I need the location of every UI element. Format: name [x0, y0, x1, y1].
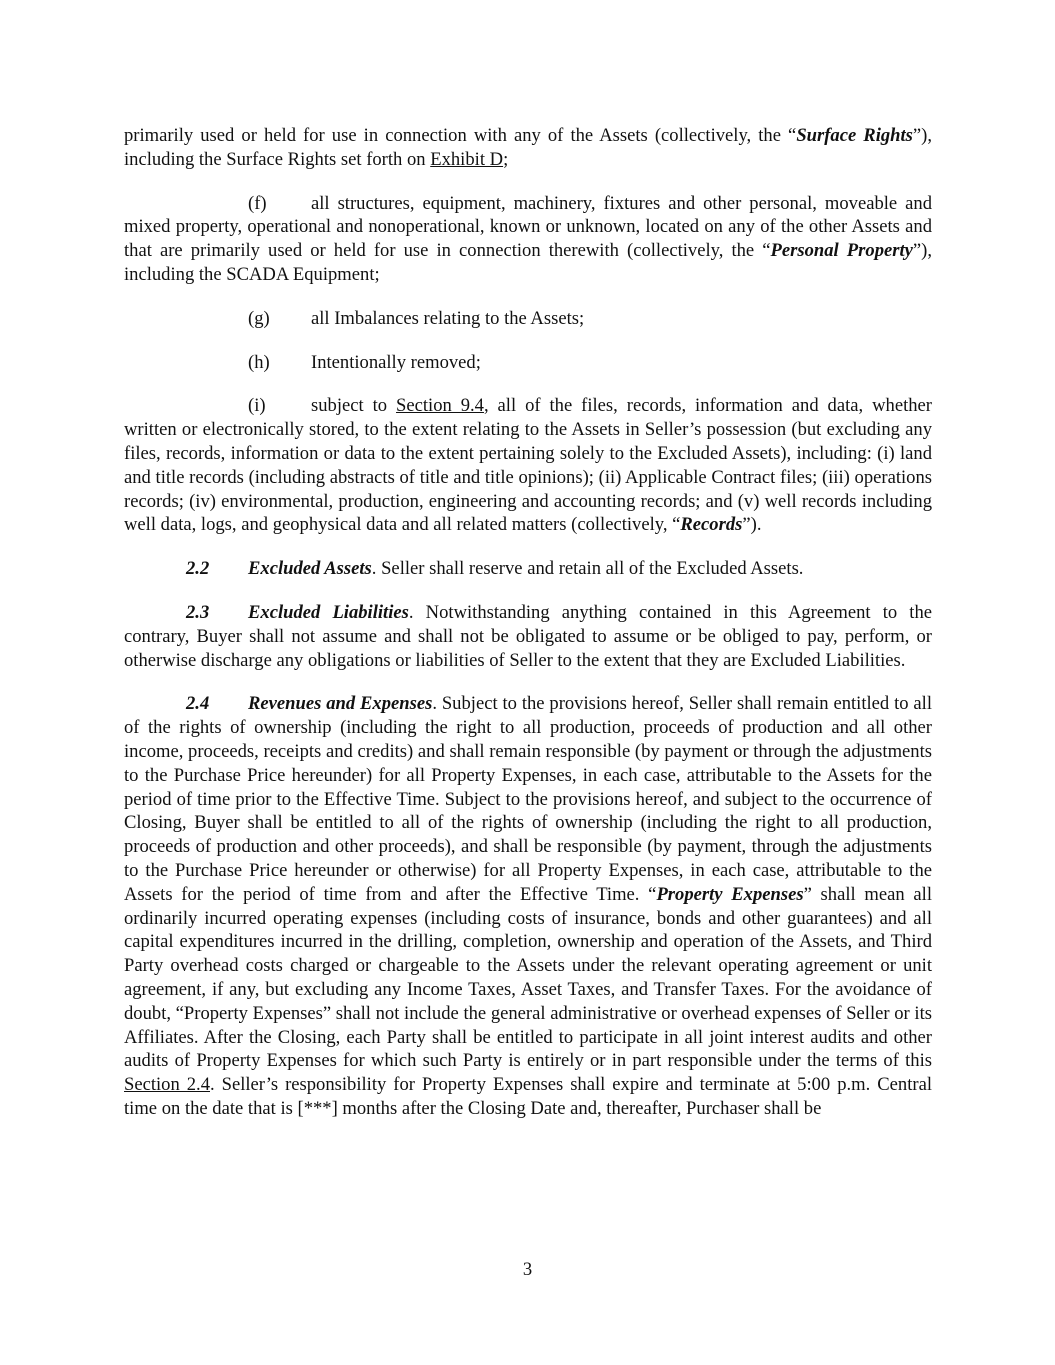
- document-page: [124, 124, 932, 1121]
- surface-rights-paragraph: [124, 124, 932, 172]
- item-number: (g): [248, 307, 270, 329]
- defined-term: Surface Rights: [796, 125, 913, 146]
- text-run: ”).: [742, 514, 762, 536]
- section-heading: Revenues and Expenses: [248, 693, 433, 715]
- defined-term: Personal Property: [770, 240, 913, 262]
- text-run: primarily used or held for use in connection with any of the Assets (collectively, the “: [124, 125, 797, 146]
- exhibit-d-reference[interactable]: Exhibit D: [430, 148, 504, 170]
- item-number: (i): [248, 395, 266, 417]
- section-number: 2.2: [186, 558, 210, 580]
- section-2-4-paragraph: [124, 692, 932, 1120]
- item-h-paragraph: [124, 351, 932, 375]
- section-9-4-reference[interactable]: Section 9.4: [396, 395, 484, 417]
- section-2-4-reference[interactable]: Section 2.4: [124, 1074, 210, 1096]
- text-run: all Imbalances relating to the Assets;: [311, 307, 585, 329]
- item-g-paragraph: [124, 307, 932, 331]
- section-heading: Excluded Liabilities: [248, 601, 409, 623]
- item-f-paragraph: [124, 192, 932, 287]
- text-run: , all of the files, records, information and data, whether written or electronically stored, to the extent relating to the Assets in Seller’s possession (but excluding any files, records, information or data to the extent pertaining solely to the Excluded Assets), including: (i) land and title records (including abstracts of title and title opinions); (ii) Applicable Contract files; (iii) operations records; (iv) environmental, production, engineering and accounting records; and (v) well records including well data, logs, and geophysical data and all related matters (collectively, “: [124, 395, 932, 536]
- defined-term: Records: [680, 514, 743, 536]
- text-run: . Seller shall reserve and retain all of the Excluded Assets.: [371, 558, 804, 580]
- section-2-3-paragraph: [124, 601, 932, 672]
- section-number: 2.3: [186, 601, 210, 623]
- text-run: all structures, equipment, machinery, fixtures and other personal, moveable and mixed property, operational and nonoperational, known or unknown, located on any of the other Assets and that are primarily used or held for use in connection therewith (collectively, the “: [124, 192, 932, 262]
- text-run: Intentionally removed;: [311, 351, 481, 373]
- text-run: ”), including the SCADA Equipment;: [124, 240, 932, 285]
- section-2-2-paragraph: [124, 557, 932, 581]
- text-run: . Notwithstanding anything contained in this Agreement to the contrary, Buyer shall not assume and shall not be obligated to assume or be obliged to pay, perform, or otherwise discharge any obligations or liabilities of Seller to the extent that they are Excluded Liabilities.: [124, 601, 933, 671]
- section-heading: Excluded Assets: [248, 558, 372, 580]
- item-number: (h): [248, 351, 270, 373]
- defined-term: Property Expenses: [656, 883, 804, 905]
- text-run: . Seller’s responsibility for Property Expenses shall expire and terminate at 5:00 p.m. Central time on the date that is [***] months after the Closing Date and, thereafter, Purchaser shall be: [124, 1074, 932, 1119]
- text-run: ” shall mean all ordinarily incurred operating expenses (including costs of insurance, bonds and other guarantees) and all capital expenditures incurred in the drilling, completion, ownership and operation of the Assets, and Third Party overhead costs charged or chargeable to the Assets under the relevant operating agreement or unit agreement, if any, but excluding any Income Taxes, Asset Taxes, and Transfer Taxes. For the avoidance of doubt, “Property Expenses” shall not include the general administrative or overhead expenses of Seller or its Affiliates. After the Closing, each Party shall be entitled to participate in all joint interest audits and other audits of Property Expenses for which such Party is entirely or in part responsible under the terms of this: [124, 883, 932, 1072]
- item-number: (f): [248, 192, 267, 214]
- page-number: 3: [522, 1259, 533, 1280]
- text-run: . Subject to the provisions hereof, Seller shall remain entitled to all of the rights of ownership (including the right to all production, proceeds of production and all other income, proceeds, receipts and credits) and shall remain responsible (by payment or through the adjustments to the Purchase Price hereunder) for all Property Expenses, in each case, attributable to the Assets for the period of time prior to the Effective Time. Subject to the provisions hereof, and subject to the occurrence of Closing, Buyer shall be entitled to all of the rights of ownership (including the right to all production, proceeds of production and other proceeds), and shall be responsible (by payment, through the adjustments to the Purchase Price hereunder or otherwise) for all Property Expenses, in each case, attributable to the Assets for the period of time from and after the Effective Time. “: [124, 693, 932, 905]
- text-run: subject to: [311, 395, 397, 417]
- section-number: 2.4: [186, 693, 210, 715]
- item-i-paragraph: [124, 394, 932, 537]
- text-run: ;: [503, 148, 509, 170]
- text-run: ”), including the Surface Rights set forth on: [124, 125, 932, 170]
